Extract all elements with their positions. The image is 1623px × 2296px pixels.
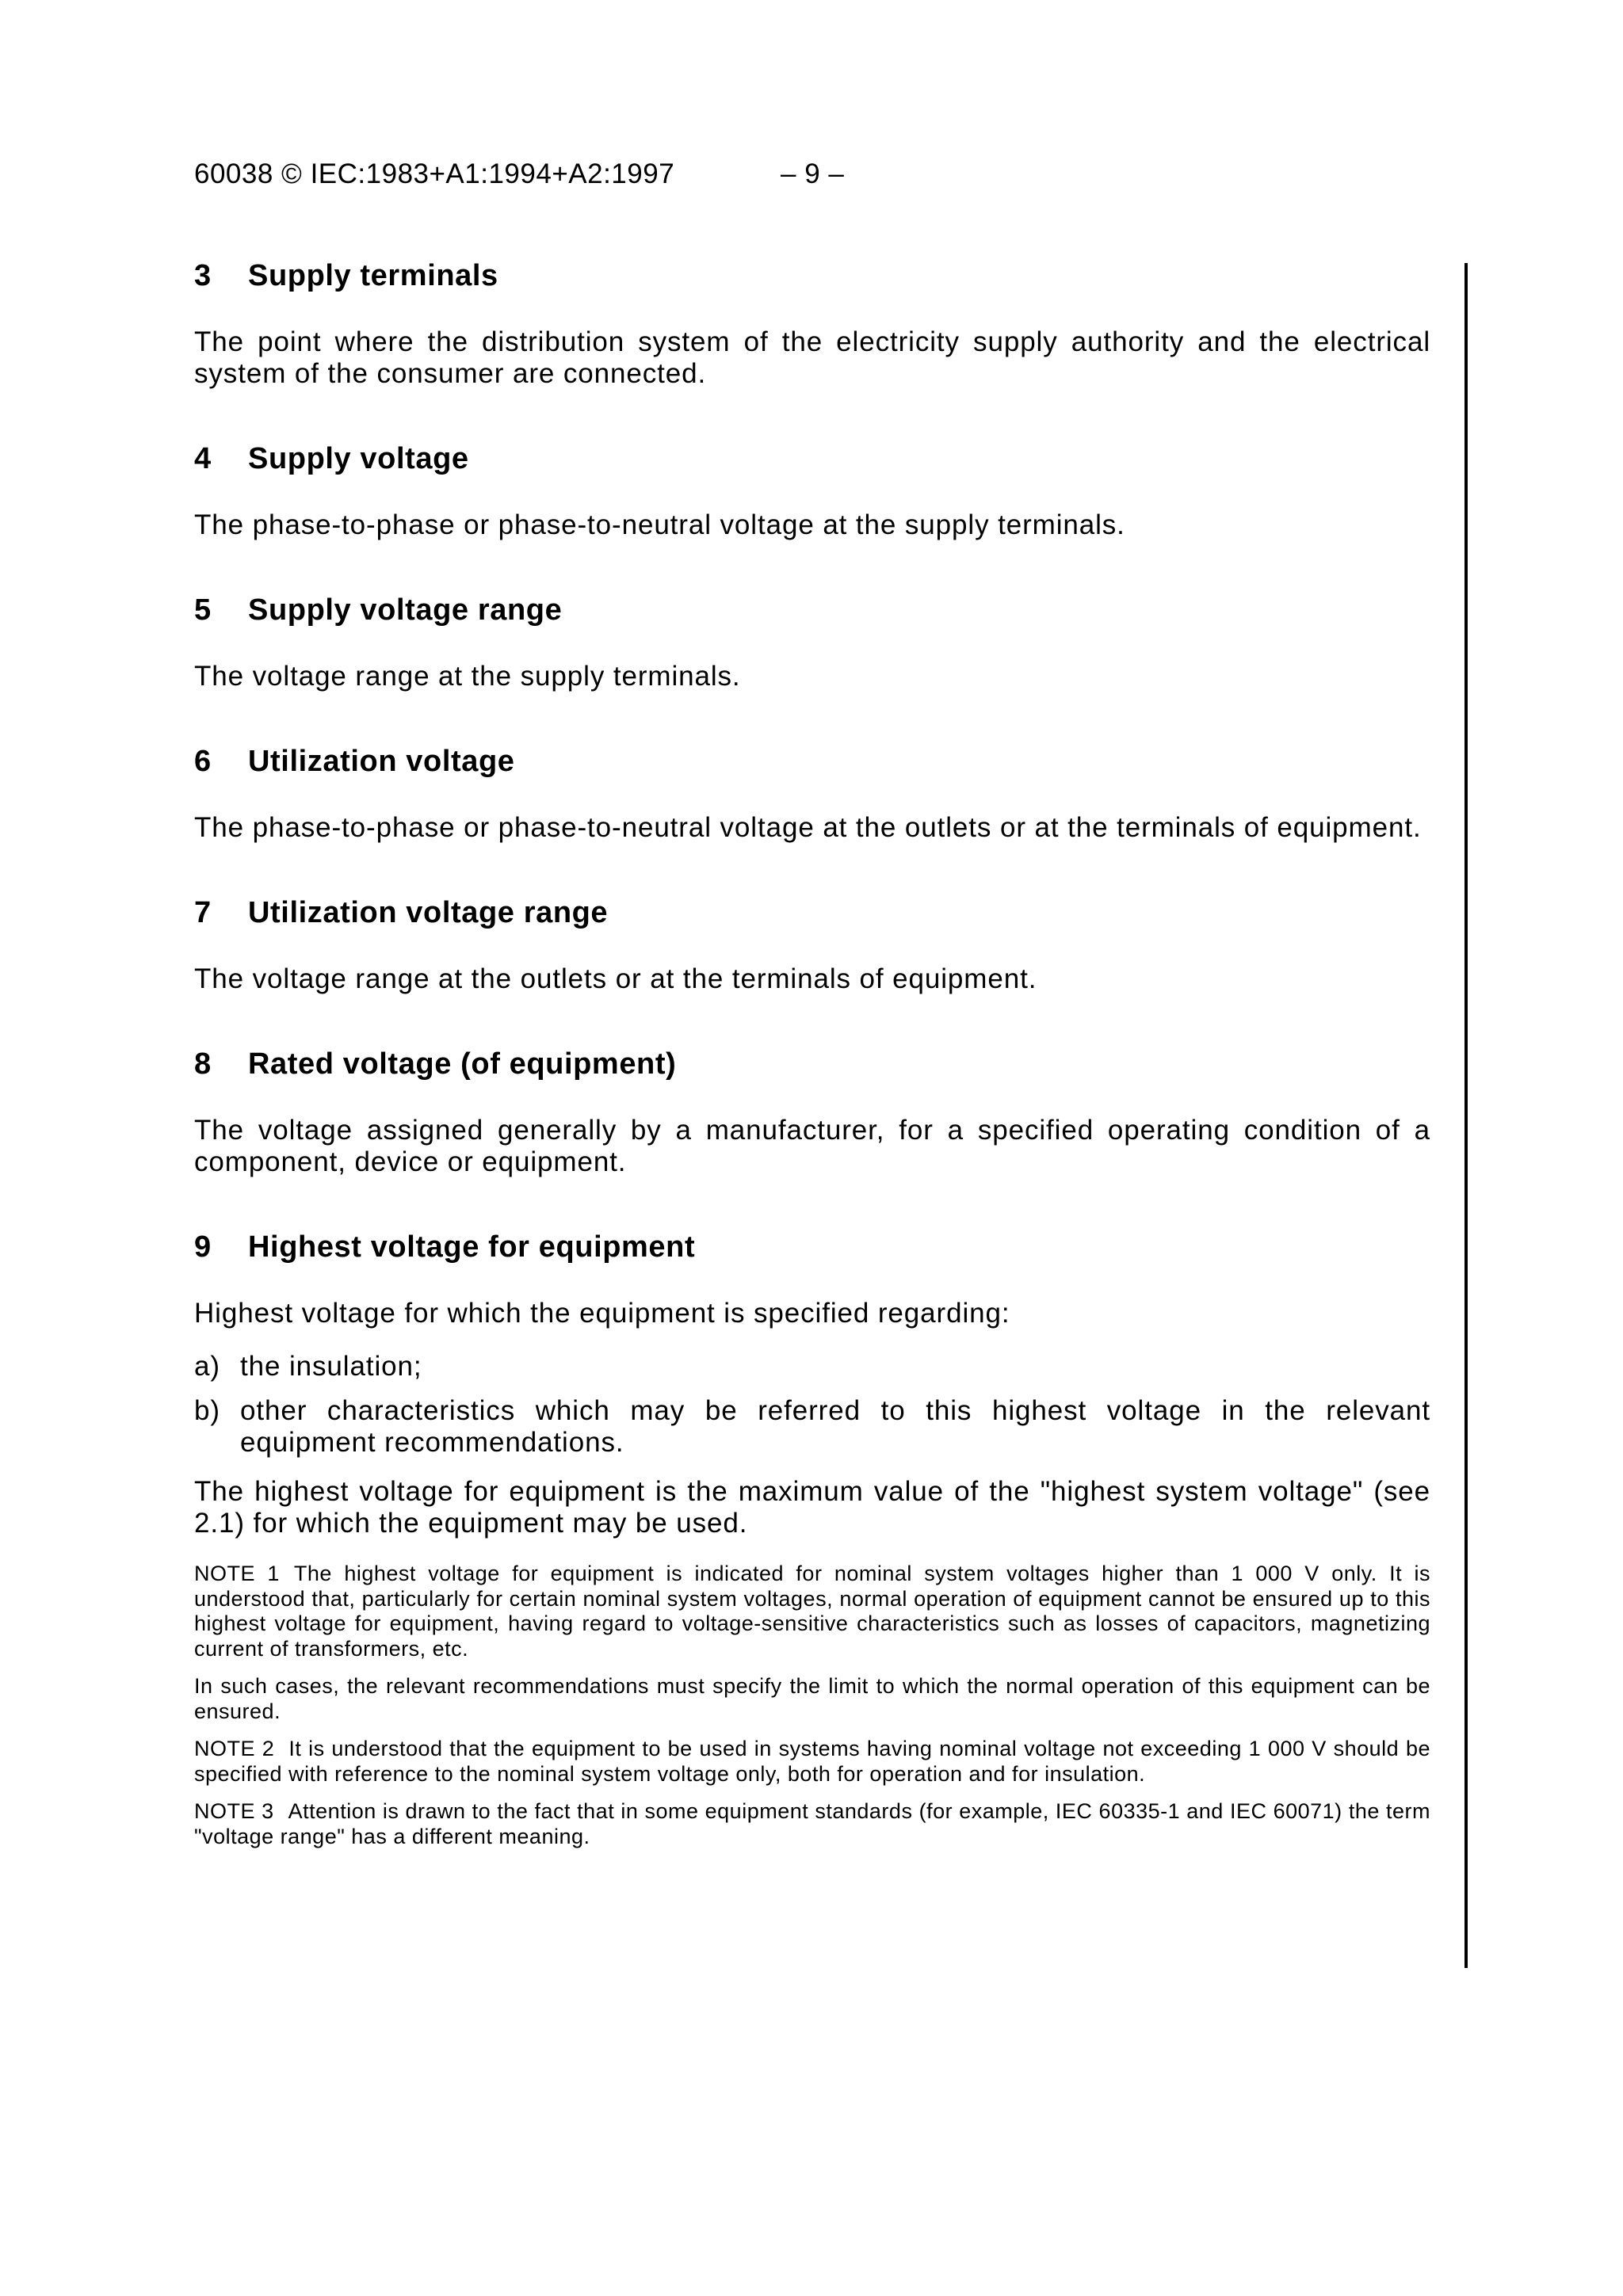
clause-definition: The phase-to-phase or phase-to-neutral voltage at the outlets or at the terminals of equipment. [194, 812, 1422, 843]
change-bar [1465, 263, 1468, 1968]
clause-title: Supply voltage [248, 442, 469, 475]
list-item [194, 1351, 1430, 1383]
clause-3 [194, 255, 1430, 390]
clause-title: Utilization voltage range [248, 896, 609, 929]
criteria-list [194, 1351, 1430, 1459]
clause-number: 9 [194, 1230, 212, 1264]
note-text: The highest voltage for equipment is indicated for nominal system voltages higher than 1 000 V only. It is understood that, particularly for certain nominal system voltages, normal operation of equipment cannot be ensured up to this highest voltage for equipment, having regard to voltage-sensitive characteristics such as losses of capacitors, magnetizing current of transformers, etc. [194, 1562, 1430, 1661]
document-reference: 60038 © IEC:1983+A1:1994+A2:1997 [194, 158, 675, 189]
clause-definition: The voltage range at the outlets or at the terminals of equipment. [194, 963, 1037, 994]
clause-heading [194, 741, 1430, 782]
clause-5 [194, 589, 1430, 692]
clause-title: Supply terminals [248, 259, 498, 292]
list-marker: b) [194, 1395, 220, 1426]
clause-number: 6 [194, 745, 212, 778]
clause-9 [194, 1226, 1430, 1849]
note-text: Attention is drawn to the fact that in some equipment standards (for example, IEC 60335-1 and IEC 60071) the term "voltage range" has a different meaning. [194, 1799, 1430, 1848]
note-label: NOTE 3 [194, 1799, 274, 1823]
clause-title: Supply voltage range [248, 593, 563, 627]
clause-title: Utilization voltage [248, 745, 515, 778]
clause-definition: The point where the distribution system of the electricity supply authority and the electrical system of the consumer are connected. [194, 326, 1430, 389]
clause-heading [194, 1043, 1430, 1085]
closing-paragraph: The highest voltage for equipment is the maximum value of the "highest system voltage" (see 2.1) for which the equipment may be used. [194, 1476, 1430, 1539]
note-2 [194, 1737, 1430, 1787]
clause-number: 7 [194, 896, 212, 929]
list-item-text: other characteristics which may be referred to this highest voltage in the relevant equipment recommendations. [240, 1395, 1430, 1458]
clause-number: 5 [194, 593, 212, 627]
clause-heading [194, 438, 1430, 479]
note-continuation [194, 1674, 1430, 1724]
page-number: – 9 – [781, 158, 845, 189]
clause-number: 4 [194, 442, 212, 475]
clause-4 [194, 438, 1430, 541]
note-1 [194, 1562, 1430, 1661]
page-header [194, 155, 845, 193]
clause-definition: The voltage range at the supply terminals. [194, 661, 741, 692]
clause-title: Highest voltage for equipment [248, 1230, 696, 1264]
clause-definition: Highest voltage for which the equipment is specified regarding: [194, 1298, 1010, 1329]
clause-heading [194, 589, 1430, 631]
clause-6 [194, 741, 1430, 844]
note-text: It is understood that the equipment to be used in systems having nominal voltage not exceeding 1 000 V should be specified with reference to the nominal system voltage only, both for operation and for insulation. [194, 1737, 1430, 1786]
note-label: NOTE 1 [194, 1562, 280, 1585]
clause-8 [194, 1043, 1430, 1178]
clause-number: 3 [194, 259, 212, 292]
clause-7 [194, 892, 1430, 995]
document-body [194, 255, 1430, 1849]
clause-title: Rated voltage (of equipment) [248, 1047, 677, 1081]
list-item [194, 1395, 1430, 1459]
clause-heading [194, 255, 1430, 296]
clause-definition: The phase-to-phase or phase-to-neutral voltage at the supply terminals. [194, 509, 1125, 540]
note-label: NOTE 2 [194, 1737, 275, 1760]
clause-heading [194, 1226, 1430, 1268]
list-marker: a) [194, 1351, 220, 1382]
clause-definition: The voltage assigned generally by a manufacturer, for a specified operating condition of a component, device or equipment. [194, 1115, 1430, 1177]
list-item-text: the insulation; [240, 1351, 422, 1382]
clause-heading [194, 892, 1430, 933]
clause-number: 8 [194, 1047, 212, 1081]
note-text: In such cases, the relevant recommendations must specify the limit to which the normal operation of this equipment can be ensured. [194, 1674, 1430, 1723]
note-3 [194, 1799, 1430, 1849]
